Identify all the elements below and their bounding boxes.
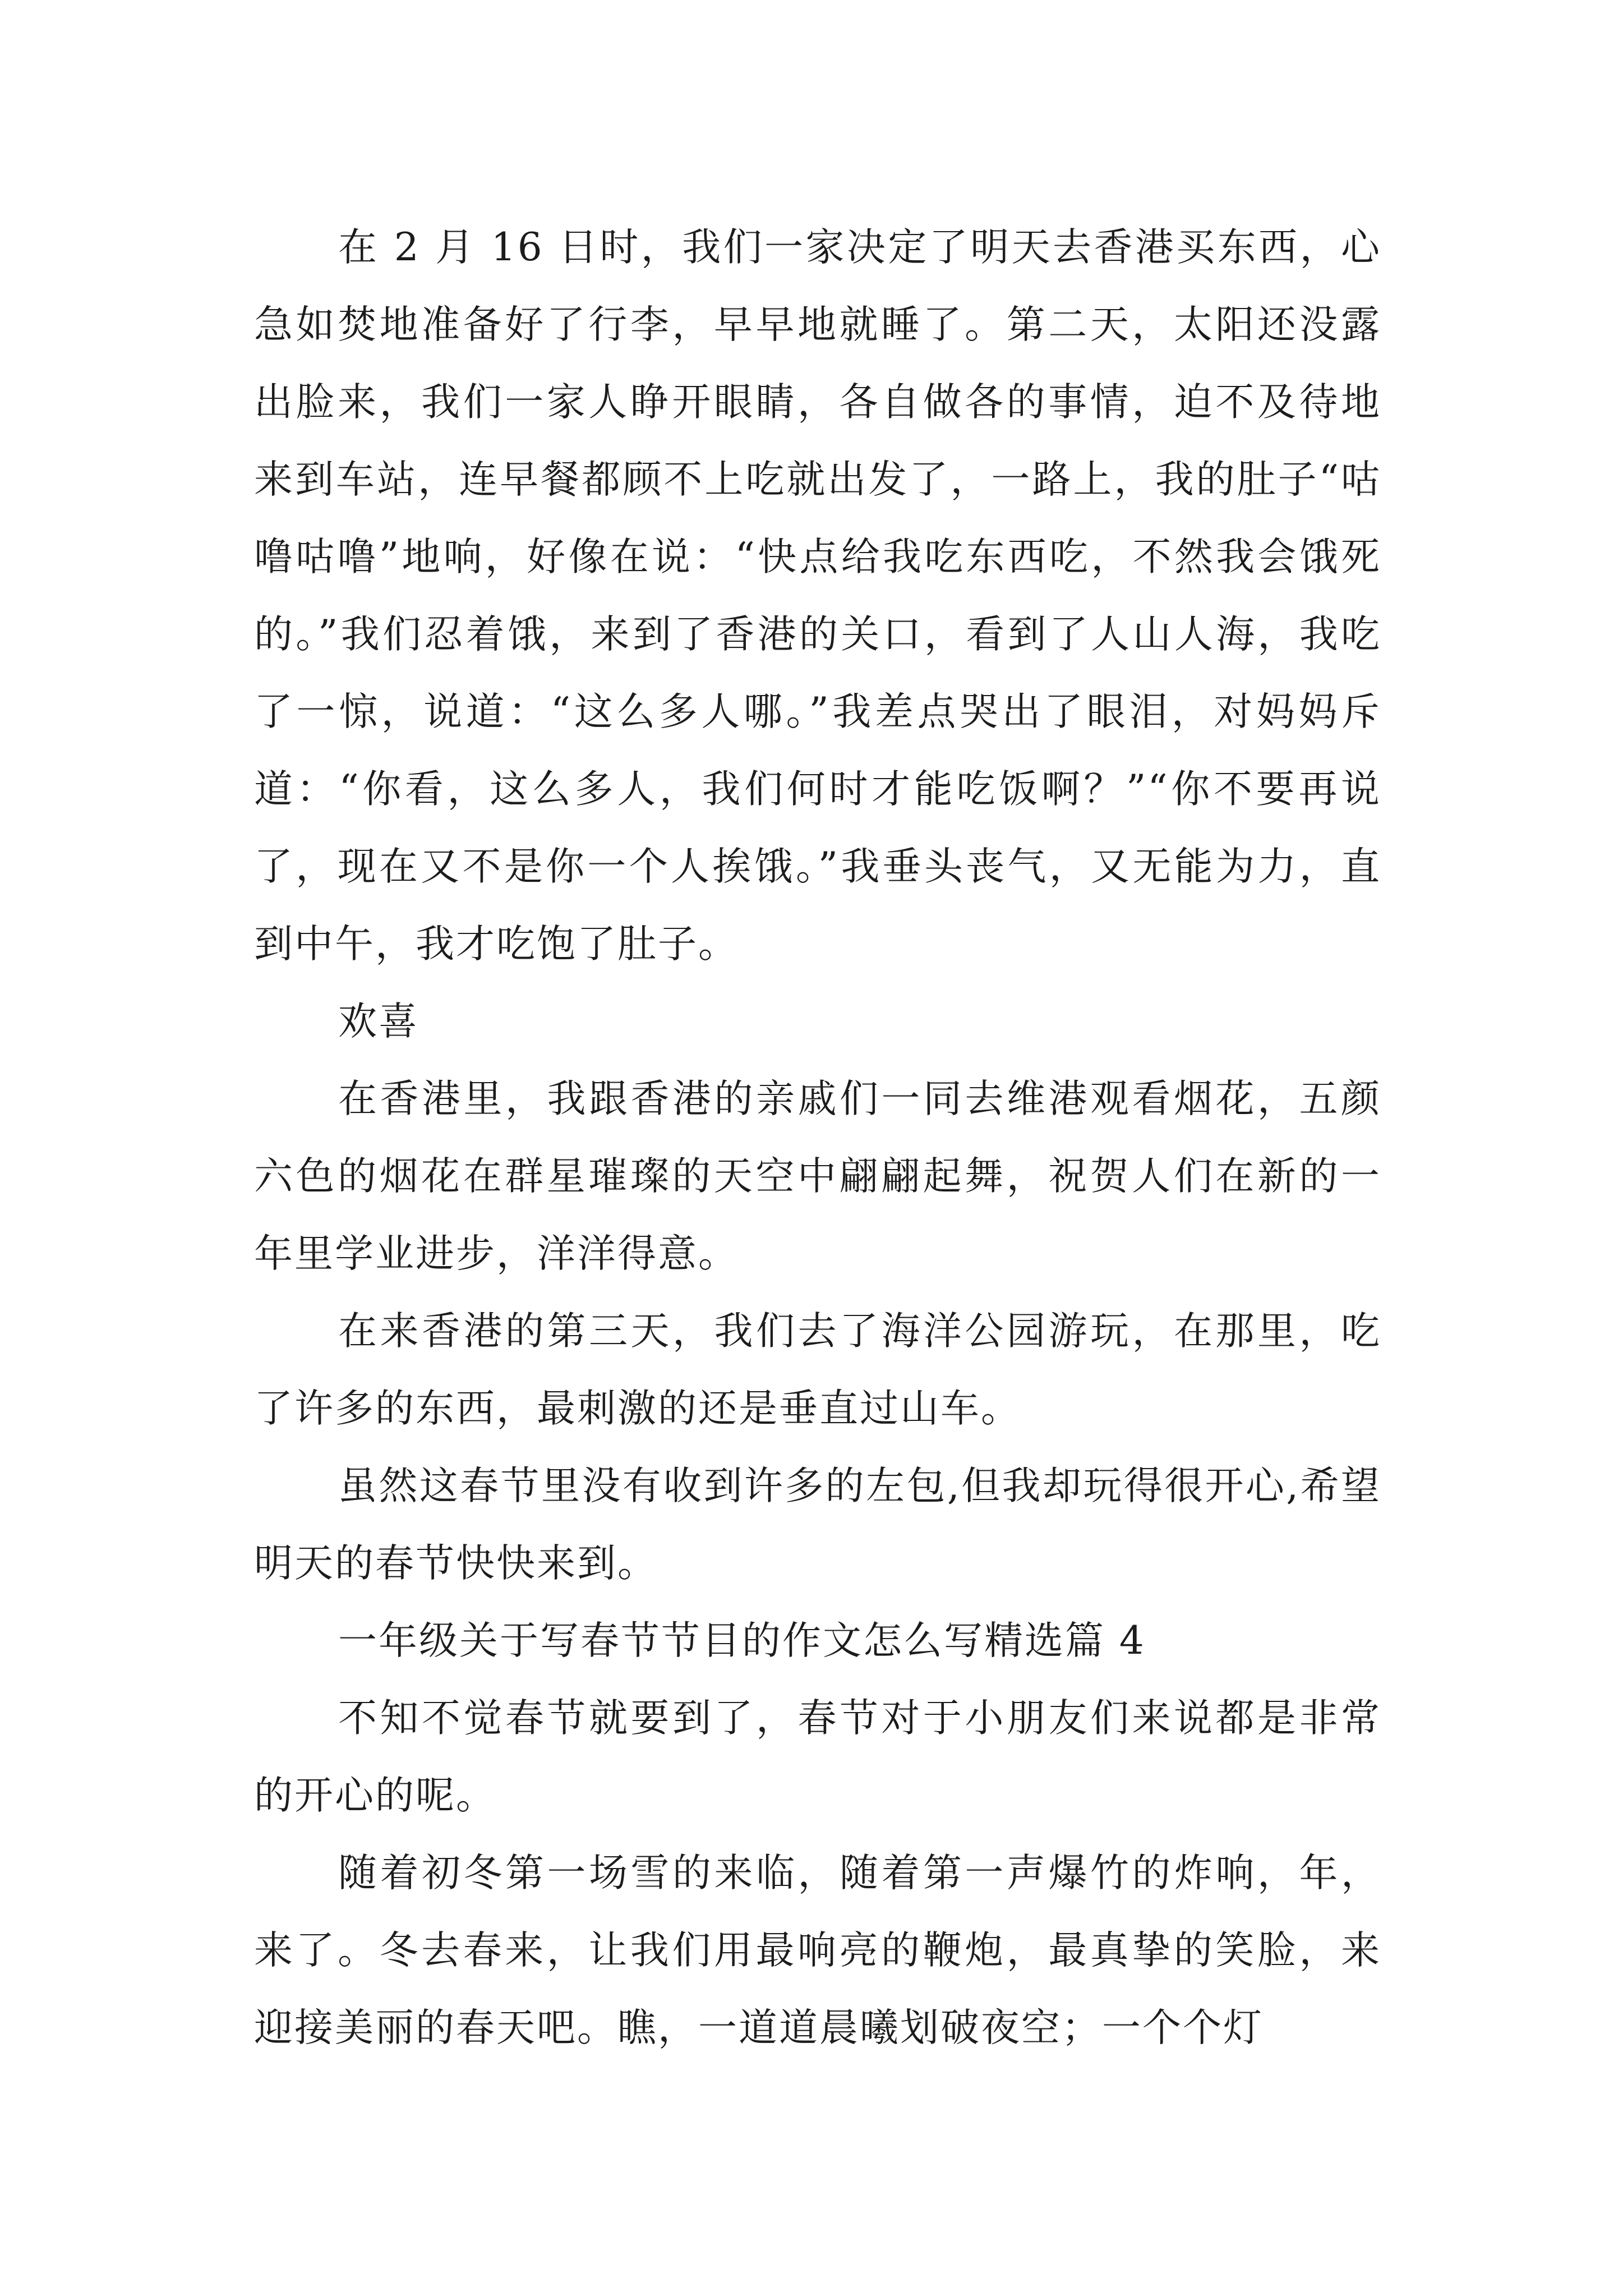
paragraph-arrival-story: 在 2 月 16 日时，我们一家决定了明天去香港买东西，心急如焚地准备好了行李，早早地就睡了。第二天，太阳还没露出脸来，我们一家人睁开眼睛，各自做各的事情，迫不及待地来到车站，连早餐都顾不上吃就出发了，一路上，我的肚子“咕噜咕噜”地响，好像在说：“快点给我吃东西吃，不然我会饿死的。”我们忍着饿，来到了香港的关口，看到了人山人海，我吃了一惊，说道：“这么多人哪。”我差点哭出了眼泪，对妈妈斥道：“你看，这么多人，我们何时才能吃饭啊？”“你不要再说了，现在又不是你一个人挨饿。”我垂头丧气，又无能为力，直到中午，我才吃饱了肚子。: [254, 225, 1381, 967]
paragraph-fireworks: 在香港里，我跟香港的亲戚们一同去维港观看烟花，五颜六色的烟花在群星璀璨的天空中翩翩起舞，祝贺人们在新的一年里学业进步，洋洋得意。: [254, 1076, 1381, 1276]
paragraph-heading-joy: 欢喜: [338, 999, 419, 1044]
document-body: [254, 209, 1381, 2067]
paragraph-spring-coming: 不知不觉春节就要到了，春节对于小朋友们来说都是非常的开心的呢。: [254, 1696, 1381, 1818]
paragraph-essay-title: 一年级关于写春节节目的作文怎么写精选篇 4: [338, 1618, 1146, 1663]
paragraph-ocean-park: 在来香港的第三天，我们去了海洋公园游玩，在那里，吃了许多的东西，最刺激的还是垂直过山车。: [254, 1309, 1381, 1431]
paragraph-conclusion: 虽然这春节里没有收到许多的左包,但我却玩得很开心,希望明天的春节快快来到。: [254, 1464, 1381, 1586]
paragraph-first-snow: 随着初冬第一场雪的来临，随着第一声爆竹的炸响，年，来了。冬去春来，让我们用最响亮的鞭炮，最真挚的笑脸，来迎接美丽的春天吧。瞧，一道道晨曦划破夜空；一个个灯: [254, 1851, 1381, 2050]
